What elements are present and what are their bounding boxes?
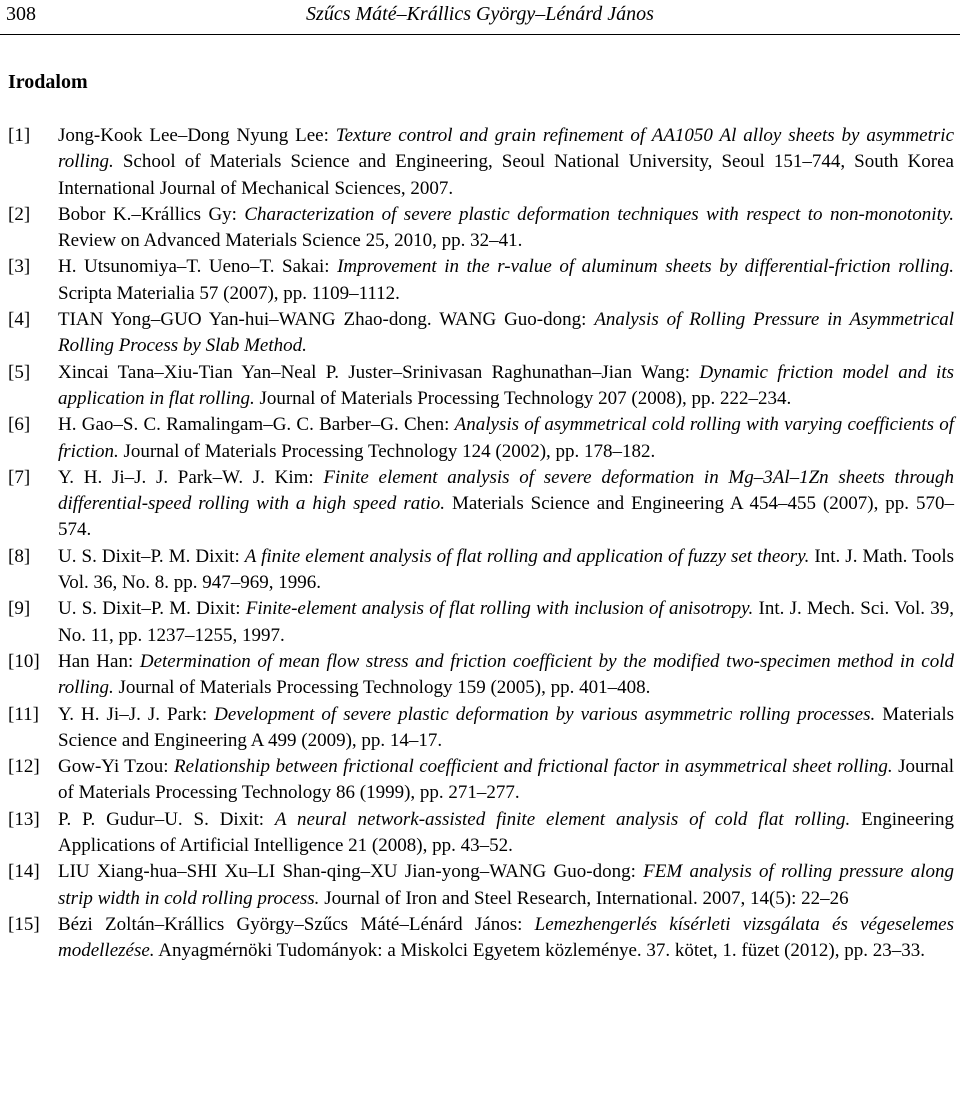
reference-title: Dynamic friction model and its application in flat rolling.: [58, 361, 954, 409]
reference-authors: Jong-Kook Lee–Dong Nyung Lee:: [58, 125, 336, 146]
reference-item: [8, 465, 954, 544]
reference-authors: Y. H. Ji–J. J. Park–W. J. Kim:: [58, 466, 324, 488]
section-title: Irodalom: [8, 71, 88, 93]
reference-authors: U. S. Dixit–P. M. Dixit:: [58, 545, 245, 567]
reference-body: [58, 360, 954, 413]
reference-item: [8, 702, 954, 755]
reference-source: Journal of Materials Processing Technology 124 (2002), pp. 178–182.: [118, 440, 656, 462]
reference-body: [58, 202, 954, 255]
header-rule: [0, 34, 960, 35]
reference-authors: Y. H. Ji–J. J. Park:: [58, 703, 215, 725]
reference-authors: Han Han:: [58, 650, 140, 672]
reference-source: Journal of Materials Processing Technology 159 (2005), pp. 401–408.: [113, 677, 651, 699]
reference-title: Finite element analysis of severe deformation in Mg–3Al–1Zn sheets through differential-speed rolling with a high speed ratio.: [58, 466, 955, 515]
reference-body: [58, 123, 954, 202]
reference-authors: Bézi Zoltán–Krállics György–Szűcs Máté–Lénárd János:: [58, 913, 535, 935]
reference-source: Int. J. Math. Tools Vol. 36, No. 8. pp. 947–969, 1996.: [58, 545, 954, 594]
reference-item: [8, 596, 954, 649]
reference-number: [14]: [8, 861, 40, 883]
reference-item: [8, 307, 954, 360]
reference-body: [58, 649, 954, 702]
reference-number: [7]: [8, 466, 31, 488]
reference-source: Int. J. Mech. Sci. Vol. 39, No. 11, pp. 1237–1255, 1997.: [58, 598, 954, 646]
reference-source: Journal of Iron and Steel Research, International. 2007, 14(5): 22–26: [319, 887, 849, 909]
reference-body: [58, 307, 954, 360]
reference-source: Materials Science and Engineering A 499 (2009), pp. 14–17.: [58, 703, 954, 751]
reference-number: [1]: [8, 125, 31, 146]
reference-body: [58, 912, 954, 965]
reference-number: [11]: [8, 703, 39, 725]
reference-number: [12]: [8, 756, 40, 778]
reference-source: Engineering Applications of Artificial Intelligence 21 (2008), pp. 43–52.: [58, 808, 955, 857]
reference-number: [6]: [8, 414, 31, 436]
reference-body: [58, 859, 954, 912]
reference-number: [4]: [8, 309, 31, 331]
reference-item: [8, 254, 954, 307]
page-number: 308: [6, 3, 36, 25]
reference-title: Finite-element analysis of flat rolling with inclusion of anisotropy.: [245, 598, 754, 620]
reference-title: Relationship between frictional coefficient and frictional factor in asymmetrical sheet rolling.: [174, 756, 893, 778]
reference-item: [8, 859, 954, 912]
reference-title: Development of severe plastic deformation by various asymmetric rolling processes.: [214, 703, 876, 725]
reference-item: [8, 123, 954, 202]
reference-item: [8, 754, 954, 807]
reference-title: Analysis of Rolling Pressure in Asymmetrical Rolling Process by Slab Method.: [58, 309, 955, 357]
reference-item: [8, 360, 954, 413]
reference-body: [58, 596, 954, 649]
reference-title: Improvement in the r-value of aluminum sheets by differential-friction rolling.: [337, 256, 954, 278]
reference-source: Materials Science and Engineering A 454–455 (2007), pp. 570–574.: [58, 493, 954, 541]
reference-authors: U. S. Dixit–P. M. Dixit:: [58, 598, 246, 620]
reference-authors: Bobor K.–Krállics Gy:: [58, 203, 245, 225]
reference-title: Characterization of severe plastic deformation techniques with respect to non-monotonity.: [244, 203, 954, 225]
reference-body: [58, 412, 954, 465]
reference-title: FEM analysis of rolling pressure along strip width in cold rolling process.: [58, 861, 955, 909]
reference-item: [8, 807, 954, 860]
reference-number: [2]: [8, 203, 31, 225]
reference-authors: P. P. Gudur–U. S. Dixit:: [58, 808, 275, 830]
reference-authors: LIU Xiang-hua–SHI Xu–LI Shan-qing–XU Jian-yong–WANG Guo-dong:: [58, 861, 644, 883]
reference-source: Scripta Materialia 57 (2007), pp. 1109–1112.: [58, 282, 400, 304]
reference-item: [8, 544, 954, 597]
reference-authors: TIAN Yong–GUO Yan-hui–WANG Zhao-dong. WANG Guo-dong:: [58, 309, 595, 331]
reference-number: [5]: [8, 361, 31, 383]
reference-number: [10]: [8, 650, 40, 672]
reference-title: Texture control and grain refinement of AA1050 Al alloy sheets by asymmetric rolling.: [58, 125, 954, 173]
reference-item: [8, 649, 954, 702]
reference-authors: H. Utsunomiya–T. Ueno–T. Sakai:: [58, 256, 338, 278]
reference-body: [58, 702, 954, 755]
reference-source: Review on Advanced Materials Science 25, 2010, pp. 32–41.: [58, 230, 523, 252]
reference-source: Journal of Materials Processing Technology 86 (1999), pp. 271–277.: [58, 756, 955, 804]
reference-title: A neural network-assisted finite element analysis of cold flat rolling.: [274, 808, 851, 830]
reference-source: Journal of Materials Processing Technology 207 (2008), pp. 222–234.: [254, 387, 792, 409]
reference-number: [3]: [8, 256, 31, 278]
reference-body: [58, 254, 954, 307]
reference-body: [58, 465, 954, 544]
reference-title: A finite element analysis of flat rolling and application of fuzzy set theory.: [244, 545, 810, 567]
reference-body: [58, 754, 954, 807]
reference-item: [8, 412, 954, 465]
running-title: Szűcs Máté–Krállics György–Lénárd János: [306, 3, 654, 25]
reference-number: [8]: [8, 545, 31, 567]
reference-number: [15]: [8, 913, 40, 935]
reference-item: [8, 912, 954, 965]
reference-number: [9]: [8, 598, 31, 620]
reference-title: Determination of mean flow stress and friction coefficient by the modified two-specimen method in cold rolling.: [58, 650, 954, 699]
reference-item: [8, 202, 954, 255]
reference-body: [58, 544, 954, 597]
reference-number: [13]: [8, 808, 40, 830]
reference-source: Anyagmérnöki Tudományok: a Miskolci Egyetem közleménye. 37. kötet, 1. füzet (2012), pp. 23–33.: [154, 940, 925, 962]
reference-authors: Gow-Yi Tzou:: [58, 756, 174, 778]
page-header: [0, 0, 960, 40]
reference-authors: Xincai Tana–Xiu-Tian Yan–Neal P. Juster–Srinivasan Raghunathan–Jian Wang:: [58, 361, 700, 383]
reference-title: Analysis of asymmetrical cold rolling with varying coefficients of friction.: [58, 414, 954, 462]
reference-authors: H. Gao–S. C. Ramalingam–G. C. Barber–G. Chen:: [58, 414, 455, 436]
reference-source: School of Materials Science and Engineering, Seoul National University, Seoul 151–744, South Korea International Journal of Mechanical Sciences, 2007.: [58, 151, 954, 199]
reference-body: [58, 807, 954, 860]
reference-list: [8, 123, 954, 965]
reference-title: Lemezhengerlés kísérleti vizsgálata és végeselemes modellezése.: [58, 913, 954, 962]
